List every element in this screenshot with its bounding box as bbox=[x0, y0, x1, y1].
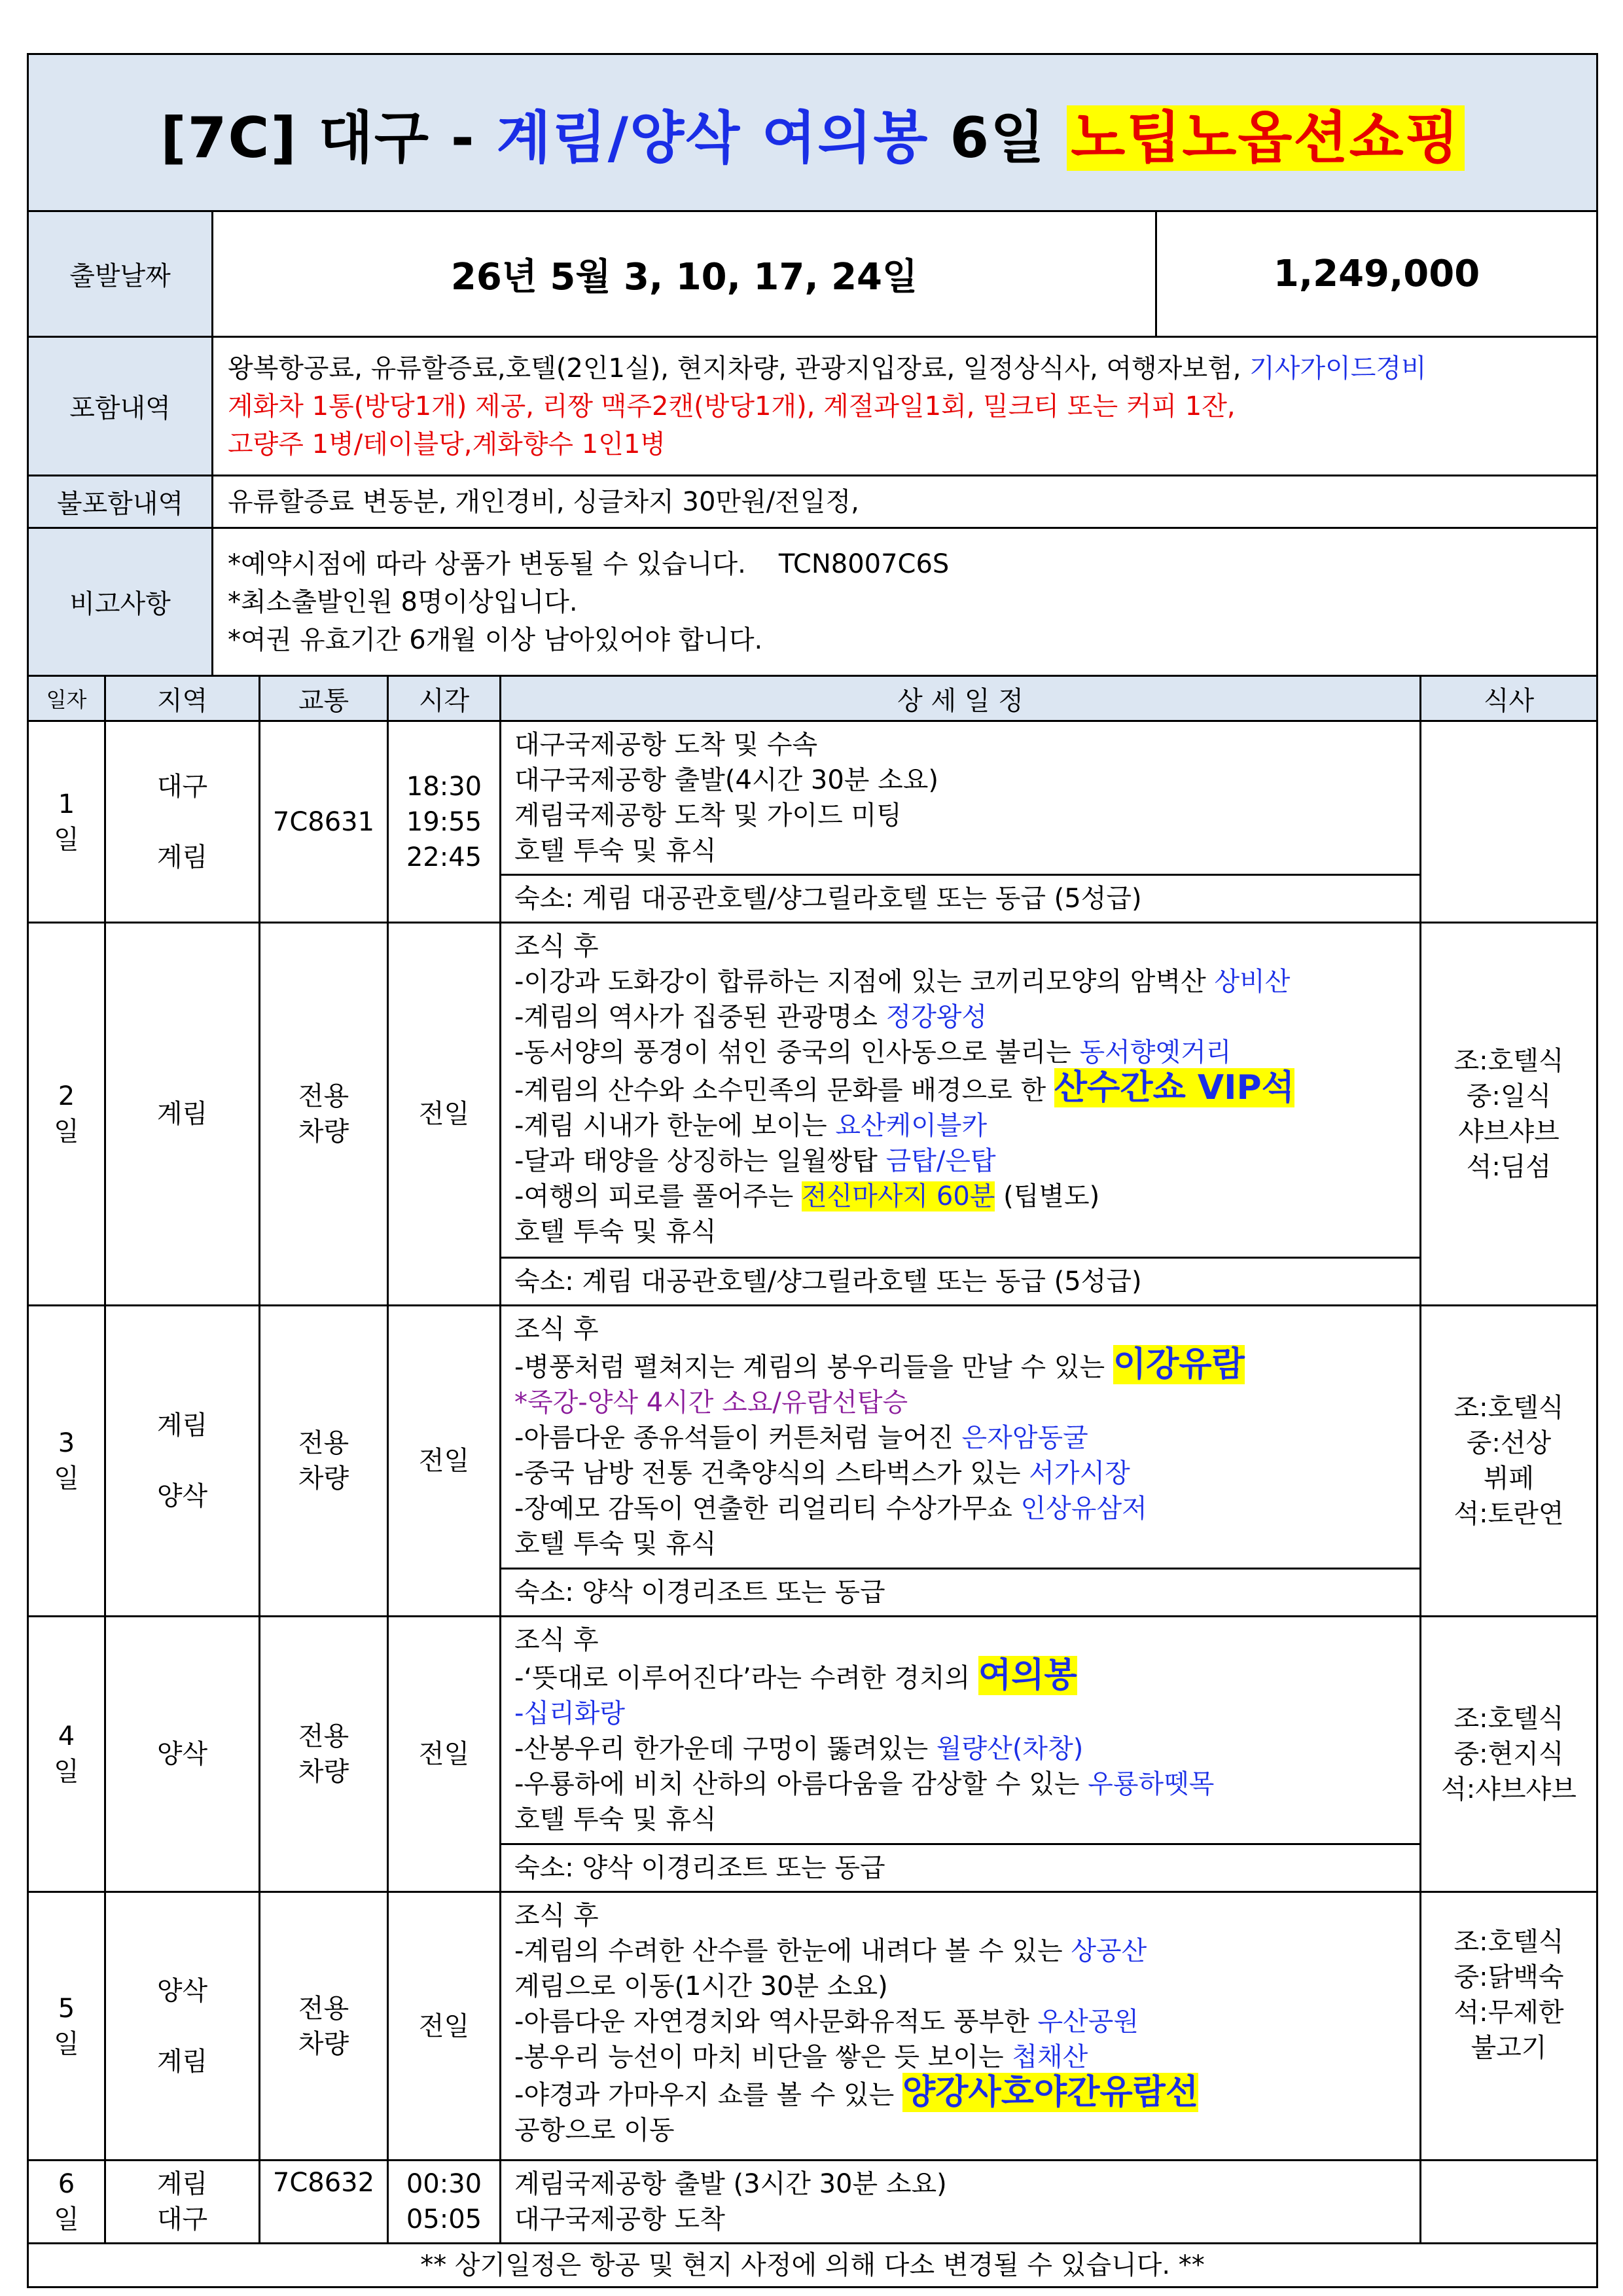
day-2-meal: 조:호텔식 중:일식 샤브샤브 석:딤섬 bbox=[1421, 923, 1597, 1306]
exclude-text: 유류할증료 변동분, 개인경비, 싱글차지 30만원/전일정, bbox=[213, 476, 1597, 528]
day-2-hotel: 숙소: 계림 대공관호텔/샹그릴라호텔 또는 동급 (5성급) bbox=[501, 1258, 1421, 1306]
day-1-meal bbox=[1421, 721, 1597, 923]
include-line-2: 계화차 1통(방당1개) 제공, 리짱 맥주2캔(방당1개), 계절과일1회, 밀크티 또는 커피 1잔, bbox=[228, 391, 1236, 422]
day-2-label: 2 일 bbox=[28, 923, 105, 1306]
title-row bbox=[28, 54, 1597, 211]
day-6-label: 6 일 bbox=[28, 2161, 105, 2244]
title-destination: 계림/양삭 여의봉 bbox=[496, 105, 929, 171]
day-3-meal: 조:호텔식 중:선상 뷔페 석:토란연 bbox=[1421, 1306, 1597, 1617]
note-3: *여권 유효기간 6개월 이상 남아있어야 합니다. bbox=[228, 624, 763, 655]
schedule-table bbox=[27, 675, 1598, 2288]
day-2-transport: 전용 차량 bbox=[260, 923, 388, 1306]
day-2-region: 계림 bbox=[105, 923, 260, 1306]
day-3-transport: 전용 차량 bbox=[260, 1306, 388, 1617]
day-4-detail: 조식 후 -‘뜻대로 이루어진다’라는 수려한 경치의 여의봉 -십리화랑 -산봉우리 한가운데 구멍이 뚫려있는 월량산(차창) -우룡하에 비치 산하의 아름다움을 감상할 수 있는 우룡하뗏목 호텔 투숙 및 휴식 bbox=[501, 1617, 1421, 1844]
day-5-detail: 조식 후 -계림의 수려한 산수를 한눈에 내려다 볼 수 있는 상공산 계림으로 이동(1시간 30분 소요) -아름다운 자연경치와 역사문화유적도 풍부한 우산공원 -봉우리 능선이 마치 비단을 쌓은 듯 보이는 첩채산 -야경과 가마우지 쇼를 볼 수 있는 양강사호야간유람선 공항으로 이동 bbox=[501, 1892, 1421, 2161]
day-4-hotel: 숙소: 양삭 이경리조트 또는 동급 bbox=[501, 1844, 1421, 1892]
schedule-header-row bbox=[28, 676, 1597, 721]
header-meal: 식사 bbox=[1421, 676, 1597, 721]
price: 1,249,000 bbox=[1156, 211, 1597, 337]
info-table bbox=[27, 53, 1598, 677]
include-line-1: 왕복항공료, 유류할증료,호텔(2인1실), 현지차량, 관광지입장료, 일정상식사, 여행자보험, bbox=[228, 353, 1250, 384]
day-4-meal: 조:호텔식 중:현지식 석:샤브샤브 bbox=[1421, 1617, 1597, 1892]
title-suffix: 6일 bbox=[929, 105, 1067, 171]
header-transport: 교통 bbox=[260, 676, 388, 721]
day-1-detail: 대구국제공항 도착 및 수속 대구국제공항 출발(4시간 30분 소요) 계림국제공항 도착 및 가이드 미팅 호텔 투숙 및 휴식 bbox=[501, 721, 1421, 875]
day-3-time: 전일 bbox=[388, 1306, 501, 1617]
depart-label: 출발날짜 bbox=[28, 211, 213, 337]
note-2: *최소출발인원 8명이상입니다. bbox=[228, 586, 578, 617]
day-3-hotel: 숙소: 양삭 이경리조트 또는 동급 bbox=[501, 1569, 1421, 1617]
include-guide-fee: 기사가이드경비 bbox=[1249, 353, 1427, 384]
footer-row bbox=[28, 2244, 1597, 2287]
notes-label: 비고사항 bbox=[28, 528, 213, 676]
day-4-row bbox=[28, 1617, 1597, 1844]
day-1-times: 18:30 19:55 22:45 bbox=[388, 721, 501, 923]
include-row bbox=[28, 337, 1597, 476]
day-5-time: 전일 bbox=[388, 1892, 501, 2161]
depart-dates: 26년 5월 3, 10, 17, 24일 bbox=[213, 211, 1156, 337]
day-4-region: 양삭 bbox=[105, 1617, 260, 1892]
day-5-meal: 조:호텔식 중:닭백숙 석:무제한 불고기 bbox=[1421, 1892, 1597, 2161]
title-highlight-badge: 노팁노옵션쇼핑 bbox=[1067, 105, 1465, 171]
day-3-region: 계림 양삭 bbox=[105, 1306, 260, 1617]
day-3-label: 3 일 bbox=[28, 1306, 105, 1617]
notes-row bbox=[28, 528, 1597, 676]
page-title bbox=[28, 54, 1597, 211]
notes-text bbox=[213, 528, 1597, 676]
day-5-label: 5 일 bbox=[28, 1892, 105, 2161]
title-prefix: [7C] 대구 - bbox=[160, 105, 497, 171]
day-2-time: 전일 bbox=[388, 923, 501, 1306]
header-region: 지역 bbox=[105, 676, 260, 721]
day-4-time: 전일 bbox=[388, 1617, 501, 1892]
include-label: 포함내역 bbox=[28, 337, 213, 476]
day-2-detail: 조식 후 -이강과 도화강이 합류하는 지점에 있는 코끼리모양의 암벽산 상비산 -계림의 역사가 집중된 관광명소 정강왕성 -동서양의 풍경이 섞인 중국의 인사동으로 불리는 동서향옛거리 -계림의 산수와 소수민족의 문화를 배경으로 한 산수간쇼 VIP석 -계림 시내가 한눈에 보이는 요산케이블카 -달과 태양을 상징하는 일월쌍탑 금탑/은탑 -여행의 피로를 풀어주는 전신마사지 60분 (팁별도) 호텔 투숙 및 휴식 bbox=[501, 923, 1421, 1258]
day-3-detail: 조식 후 -병풍처럼 펼쳐지는 계림의 봉우리들을 만날 수 있는 이강유람 *죽강-양삭 4시간 소요/유람선탑승 -아름다운 종유석들이 커튼처럼 늘어진 은자암동굴 -중국 남방 전통 건축양식의 스타벅스가 있는 서가시장 -장예모 감독이 연출한 리얼리티 수상가무쇼 인상유삼저 호텔 투숙 및 휴식 bbox=[501, 1306, 1421, 1569]
day-2-row bbox=[28, 923, 1597, 1258]
day-1-row bbox=[28, 721, 1597, 875]
include-line-3: 고량주 1병/테이블당,계화향수 1인1병 bbox=[228, 429, 666, 459]
day-6-region: 계림 대구 bbox=[105, 2161, 260, 2244]
day-6-times: 00:30 05:05 bbox=[388, 2161, 501, 2244]
day-1-flight: 7C8631 bbox=[260, 721, 388, 923]
exclude-label: 불포함내역 bbox=[28, 476, 213, 528]
day-6-meal bbox=[1421, 2161, 1597, 2244]
day-5-region: 양삭 계림 bbox=[105, 1892, 260, 2161]
include-text bbox=[213, 337, 1597, 476]
day-5-row bbox=[28, 1892, 1597, 2161]
day-3-row bbox=[28, 1306, 1597, 1569]
footer-note: ** 상기일정은 항공 및 현지 사정에 의해 다소 변경될 수 있습니다. ** bbox=[28, 2244, 1597, 2287]
product-code: TCN8007C6S bbox=[778, 548, 950, 579]
day-1-region: 대구 계림 bbox=[105, 721, 260, 923]
header-time: 시각 bbox=[388, 676, 501, 721]
header-day: 일자 bbox=[28, 676, 105, 721]
itinerary-sheet bbox=[27, 53, 1596, 2288]
day-6-row bbox=[28, 2161, 1597, 2244]
day-1-label: 1 일 bbox=[28, 721, 105, 923]
day-6-flight: 7C8632 bbox=[260, 2161, 388, 2244]
depart-row bbox=[28, 211, 1597, 337]
day-4-label: 4 일 bbox=[28, 1617, 105, 1892]
day-5-transport: 전용 차량 bbox=[260, 1892, 388, 2161]
header-detail: 상 세 일 정 bbox=[501, 676, 1421, 721]
day-1-hotel: 숙소: 계림 대공관호텔/샹그릴라호텔 또는 동급 (5성급) bbox=[501, 875, 1421, 923]
day-6-detail: 계림국제공항 출발 (3시간 30분 소요) 대구국제공항 도착 bbox=[501, 2161, 1421, 2244]
day-4-transport: 전용 차량 bbox=[260, 1617, 388, 1892]
note-1: *예약시점에 따라 상품가 변동될 수 있습니다. bbox=[228, 548, 746, 579]
exclude-row bbox=[28, 476, 1597, 528]
